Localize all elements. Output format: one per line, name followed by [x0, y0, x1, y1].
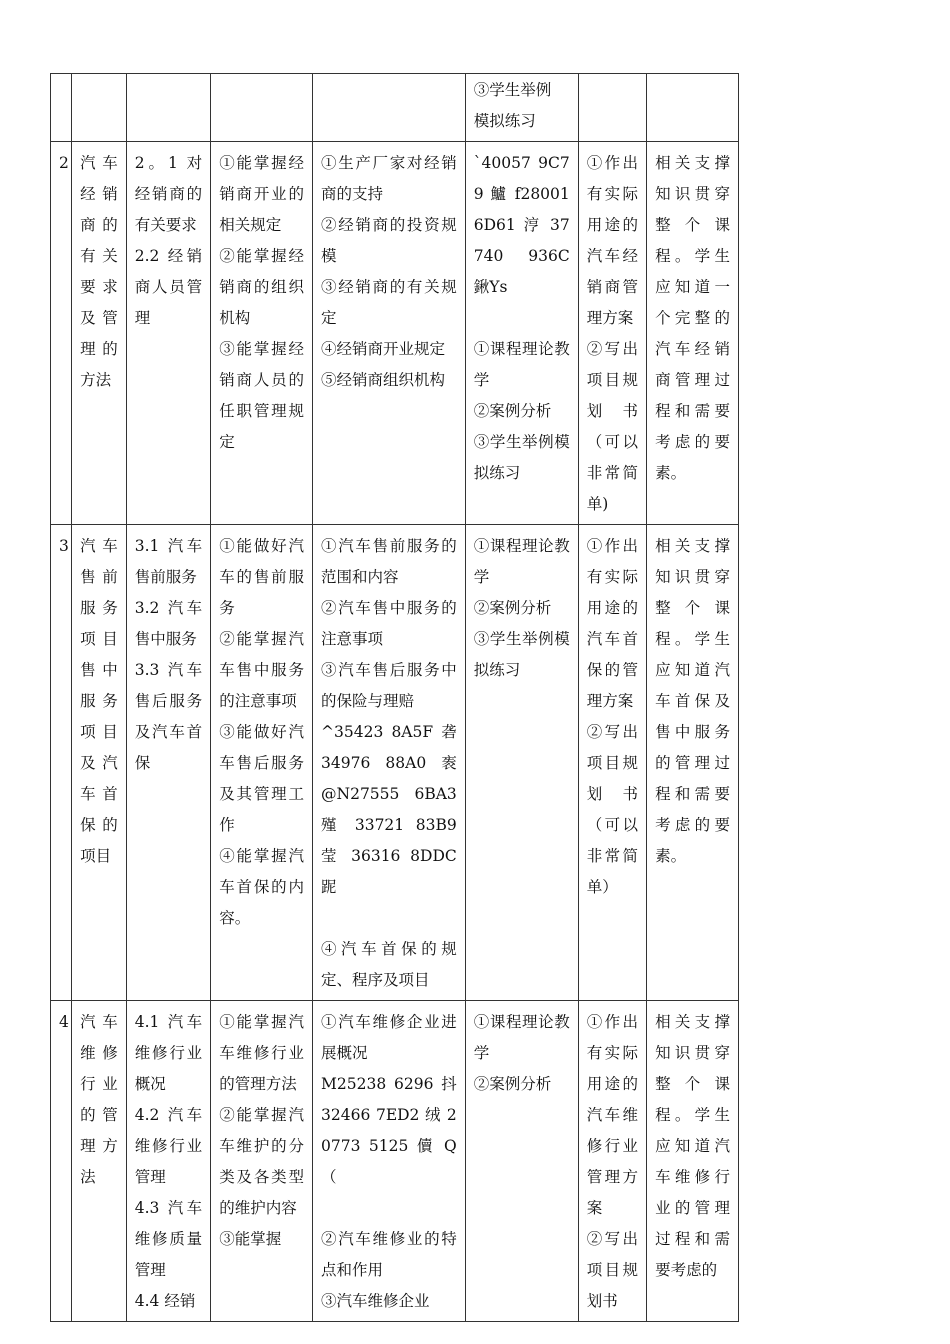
objective-item: ①能做好汽车的售前服务 — [219, 537, 305, 617]
table-row — [51, 1001, 739, 1322]
table-row — [51, 525, 739, 1001]
note-cell — [647, 525, 739, 1001]
content-item: ④经销商开业规定 — [321, 340, 446, 358]
method-item: 模拟练习 — [473, 112, 536, 130]
methods-cell — [465, 74, 578, 142]
subtopic-item: 2.2 经销商人员管理 — [134, 247, 203, 327]
row-number: 2 — [51, 142, 72, 525]
topic-title: 汽车售前服务项目售中服务项目及汽车首保的项目 — [72, 525, 127, 1001]
method-item: ①课程理论教学 — [473, 537, 570, 586]
subtopic-item: 4.2 汽车维修行业管理 — [134, 1106, 203, 1186]
garbled-text: `40057 9C79 鱸 f28001 6D61 涥 37740 936C 鍬Ys — [473, 154, 570, 296]
objective-item: ③能掌握经销商人员的任职管理规定 — [219, 340, 305, 451]
task-cell — [578, 1001, 646, 1322]
objective-item: ①能掌握汽车维修行业的管理方法 — [219, 1013, 305, 1093]
subtopic-item: 2。1 对经销商的有关要求 — [134, 154, 203, 234]
objectives-cell — [211, 74, 313, 142]
objective-item: ④能掌握汽车首保的内容。 — [219, 847, 305, 927]
objective-item: ②能掌握汽车维护的分类及各类型的维护内容 — [219, 1106, 305, 1217]
subtopic-item: 4.4 经销 — [134, 1292, 196, 1310]
table-row — [51, 74, 739, 142]
task-cell — [578, 74, 646, 142]
subtopic-item: 3.3 汽车售后服务及汽车首保 — [134, 661, 203, 772]
note-text: 相关支撑知识贯穿整个课程。学生应知道汽车维修行业的管理过程和需要考虑的 — [655, 1013, 730, 1279]
task-item: ②写出项目规划书（可以非常简单） — [586, 723, 639, 896]
method-item: ②案例分析 — [473, 402, 552, 420]
subtopic-item: 3.1 汽车售前服务 — [134, 537, 203, 586]
content-item: ②经销商的投资规模 — [321, 216, 457, 265]
objectives-cell — [211, 1001, 313, 1322]
content-item: ⑤经销商组织机构 — [321, 371, 446, 389]
content-item: ③经销商的有关规定 — [321, 278, 457, 327]
subtopic-item: 4.1 汽车维修行业概况 — [134, 1013, 203, 1093]
task-item: ①作出有实际用途的汽车经销商管理方案 — [586, 154, 639, 327]
garbled-text: ^35423 8A5F 砻 34976 88A0 袠 @N27555 6BA3 殣 33721 83B9 莹 36316 8DDC 跜 — [321, 723, 457, 896]
objective-item: ②能掌握汽车售中服务的注意事项 — [219, 630, 305, 710]
task-item: ②写出项目规划书 — [586, 1230, 639, 1310]
content-item: ①生产厂家对经销商的支持 — [321, 154, 457, 203]
row-number: 3 — [51, 525, 72, 1001]
content-cell — [313, 142, 466, 525]
topic-title: 汽车经销商的有关要求及管理的方法 — [72, 142, 127, 525]
subtopics-cell — [126, 1001, 210, 1322]
content-item: ③汽车维修企业 — [321, 1292, 430, 1310]
garbled-text: M25238 6296 抖 32466 7ED2 绒 20773 5125 儥 Q（ — [321, 1075, 457, 1186]
subtopics-cell — [126, 74, 210, 142]
objective-item: ②能掌握经销商的组织机构 — [219, 247, 305, 327]
methods-cell — [465, 525, 578, 1001]
method-item: ③学生举例 — [473, 81, 552, 99]
topic-title — [72, 74, 127, 142]
subtopics-cell — [126, 525, 210, 1001]
note-text: 相关支撑知识贯穿整个课程。学生应知道一个完整的汽车经销商管理过程和需要考虑的要素。 — [655, 154, 730, 482]
course-table — [50, 73, 739, 1322]
content-cell — [313, 525, 466, 1001]
method-item: ③学生举例模拟练习 — [473, 630, 570, 679]
task-cell — [578, 142, 646, 525]
content-cell — [313, 1001, 466, 1322]
content-item: ②汽车售中服务的注意事项 — [321, 599, 457, 648]
method-item: ②案例分析 — [473, 1075, 552, 1093]
subtopic-item: 4.3 汽车维修质量管理 — [134, 1199, 203, 1279]
content-item: ③汽车售后服务中的保险与理赔 — [321, 661, 457, 710]
row-number: 4 — [51, 1001, 72, 1322]
content-item: ②汽车维修业的特点和作用 — [321, 1230, 457, 1279]
note-cell — [647, 74, 739, 142]
note-text: 相关支撑知识贯穿整个课程。学生应知道汽车首保及售中服务的管理过程和需要考虑的要素。 — [655, 537, 730, 865]
method-item: ①课程理论教学 — [473, 340, 570, 389]
methods-cell — [465, 1001, 578, 1322]
objective-item: ③能掌握 — [219, 1230, 282, 1248]
objectives-cell — [211, 142, 313, 525]
task-item: ①作出有实际用途的汽车维修行业管理方案 — [586, 1013, 639, 1217]
method-item: ③学生举例模拟练习 — [473, 433, 570, 482]
method-item: ②案例分析 — [473, 599, 552, 617]
row-number — [51, 74, 72, 142]
task-item: ①作出有实际用途的汽车首保的管理方案 — [586, 537, 639, 710]
content-item: ①汽车售前服务的范围和内容 — [321, 537, 457, 586]
content-cell — [313, 74, 466, 142]
content-item: ④汽车首保的规定、程序及项目 — [321, 940, 457, 989]
objective-item: ③能做好汽车售后服务及其管理工作 — [219, 723, 305, 834]
subtopic-item: 3.2 汽车售中服务 — [134, 599, 203, 648]
method-item: ①课程理论教学 — [473, 1013, 570, 1062]
note-cell — [647, 142, 739, 525]
table-row — [51, 142, 739, 525]
task-cell — [578, 525, 646, 1001]
content-item: ①汽车维修企业进展概况 — [321, 1013, 457, 1062]
topic-title: 汽车维修行业的管理方法 — [72, 1001, 127, 1322]
task-item: ②写出项目规划书（可以非常简单) — [586, 340, 639, 513]
objective-item: ①能掌握经销商开业的相关规定 — [219, 154, 305, 234]
objectives-cell — [211, 525, 313, 1001]
note-cell — [647, 1001, 739, 1322]
methods-cell — [465, 142, 578, 525]
subtopics-cell — [126, 142, 210, 525]
